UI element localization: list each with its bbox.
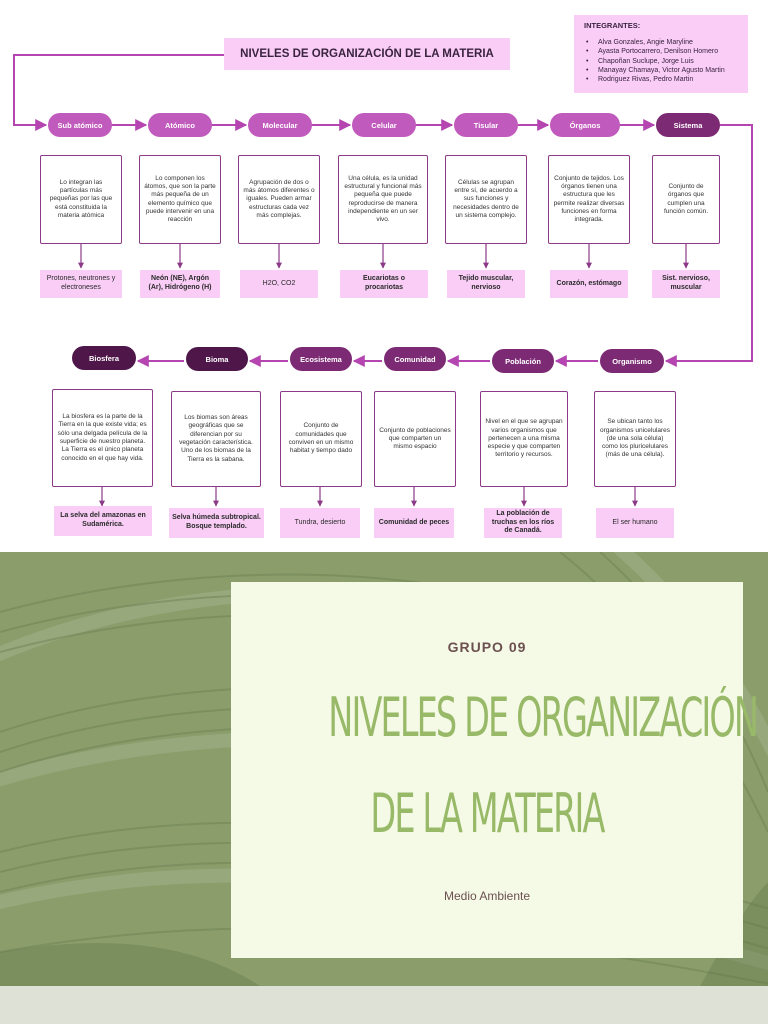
member-item: • Ayasta Portocarrero, Denilson Homero xyxy=(584,47,738,56)
level-description: Conjunto de tejidos. Los órganos tienen una estructura que les permite realizar diversas funciones en forma integrada. xyxy=(548,155,630,244)
level-description: Conjunto de órganos que cumplen una función común. xyxy=(652,155,720,244)
level-description: Se ubican tanto los organismos unicelulares (de una sola célula) como los pluricelulares (más de una célula). xyxy=(594,391,676,487)
subject-label: Medio Ambiente xyxy=(443,889,531,903)
level-example: Eucariotas o procariotas xyxy=(340,270,428,298)
cover-title-line-1: NIVELES DE ORGANIZACIÓN xyxy=(328,686,758,749)
footer-band xyxy=(0,986,768,1024)
level-example: La selva del amazonas en Sudamérica. xyxy=(54,506,152,536)
level-organismo: Organismo xyxy=(600,349,664,373)
level-example: Selva húmeda subtropical. Bosque templado. xyxy=(169,508,264,538)
level-description: Lo componen los átomos, que son la parte más pequeña de un elemento químico que puede intervenir en una reacción xyxy=(139,155,221,244)
member-item: • Chapoñan Suclupe, Jorge Luis xyxy=(584,57,738,66)
cover-title-line-2: DE LA MATERIA xyxy=(370,782,604,845)
level-organos: Órganos xyxy=(550,113,620,137)
level-example: Comunidad de peces xyxy=(374,508,454,538)
cover-title xyxy=(328,670,758,862)
level-description: Lo integran las partículas más pequeñas por las que está constituida la materia atómica xyxy=(40,155,122,244)
level-description: Agrupación de dos o más átomos diferentes o iguales. Pueden armar estructuras cada vez más complejas. xyxy=(238,155,320,244)
level-description: Conjunto de comunidades que conviven en un mismo habitat y tiempo dado xyxy=(280,391,362,487)
level-biosfera: Biosfera xyxy=(72,346,136,370)
level-example: Neón (NE), Argón (Ar), Hidrógeno (H) xyxy=(140,270,220,298)
group-label: GRUPO 09 xyxy=(447,639,527,655)
level-description: Una célula, es la unidad estructural y funcional más pequeña que puede reproducirse de manera independiente en un ser vivo. xyxy=(338,155,428,244)
level-comunidad: Comunidad xyxy=(384,347,446,371)
level-tisular: Tisular xyxy=(454,113,518,137)
members-list xyxy=(584,38,738,84)
level-description: Conjunto de poblaciones que comparten un mismo espacio xyxy=(374,391,456,487)
level-description: Células se agrupan entre sí, de acuerdo a sus funciones y necesidades dentro de un sistema complejo. xyxy=(445,155,527,244)
cover-card xyxy=(231,582,758,958)
level-description: La biosfera es la parte de la Tierra en la que existe vida; es sólo una delgada película de la superficie de nuestro planeta. La Tierra es el único planeta conocido en el que hay vida. xyxy=(52,389,153,487)
member-item: • Rodriguez Rivas, Pedro Martin xyxy=(584,75,738,84)
members-heading: INTEGRANTES: xyxy=(584,21,641,30)
level-ecosistema: Ecosistema xyxy=(290,347,352,371)
level-example: El ser humano xyxy=(596,508,674,538)
cover-section xyxy=(0,552,768,1024)
level-description: Nivel en el que se agrupan varios organismos que pertenecen a una misma especie y que comparten territorio y recursos. xyxy=(480,391,568,487)
level-description: Los biomas son áreas geográficas que se diferencian por su vegetación característica. Uno de los biomas de la Tierra es la sabana. xyxy=(171,391,261,487)
level-molecular: Molecular xyxy=(248,113,312,137)
level-bioma: Bioma xyxy=(186,347,248,371)
level-example: La población de truchas en los ríos de Canadá. xyxy=(484,508,562,538)
level-example: H2O, CO2 xyxy=(240,270,318,298)
level-example: Protones, neutrones y electroneses xyxy=(40,270,122,298)
level-example: Sist. nervioso, muscular xyxy=(652,270,720,298)
level-example: Corazón, estómago xyxy=(550,270,628,298)
level-subatomico: Sub atómico xyxy=(48,113,112,137)
member-item: • Manayay Chamaya, Victor Agusto Martin xyxy=(584,66,738,75)
level-atomico: Atómico xyxy=(148,113,212,137)
diagram-title: NIVELES DE ORGANIZACIÓN DE LA MATERIA xyxy=(224,38,510,70)
level-poblacion: Población xyxy=(492,349,554,373)
level-celular: Celular xyxy=(352,113,416,137)
level-example: Tundra, desierto xyxy=(280,508,360,538)
level-example: Tejido muscular, nervioso xyxy=(447,270,525,298)
member-item: • Alva Gonzales, Angie Maryline xyxy=(584,38,738,47)
members-box xyxy=(574,15,748,93)
level-sistema: Sistema xyxy=(656,113,720,137)
